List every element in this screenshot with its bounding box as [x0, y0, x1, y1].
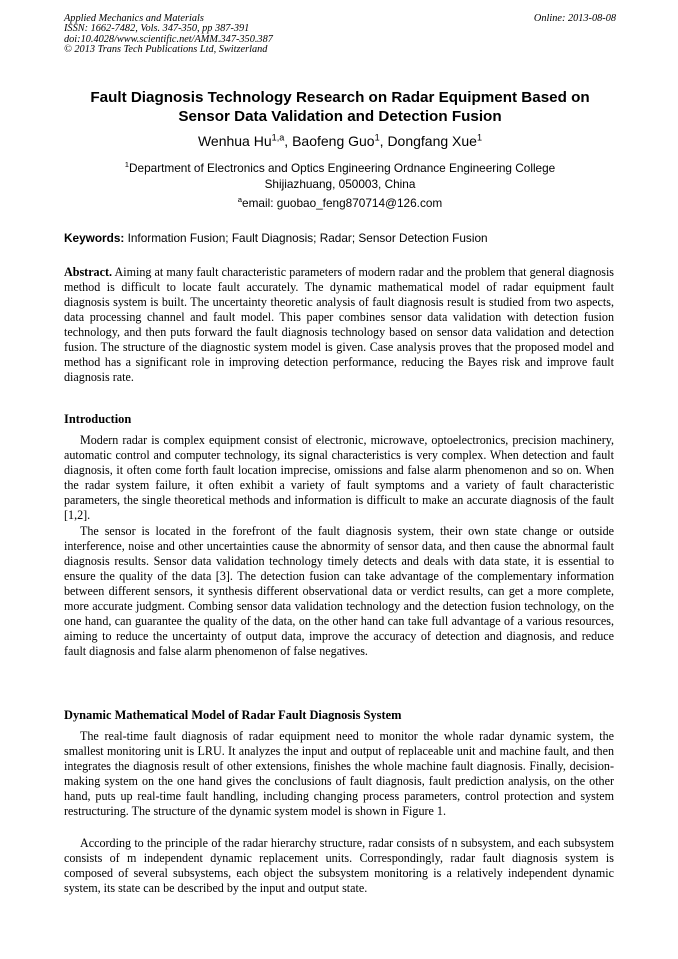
author-list [64, 132, 616, 150]
paragraph: The sensor is located in the forefront of the fault diagnosis system, their own state change or outside interference, noise and other uncertainties cause the abnormity of sensor data, and then cause the abnormal fault diagnosis results. Sensor data validation technology timely detects and deals with data state, it is essential to ensure the quality of the data [3]. The detection fusion can take advantage of the complementary information between different sensors, it synthesis different observational data or verdict results, can get a more complete, more accurate judgment. Combing sensor data validation technology and the detection fusion technology, on the one hand, can guarantee the quality of the data, on the other hand can take full advantage of a various resources, aiming to reduce the uncertainty of output data, improve the accuracy of detection and diagnosis, and reduce fault diagnosis and false alarm phenomenon of false negatives. [64, 524, 614, 659]
author-name: Wenhua Hu [197, 133, 272, 149]
paragraph: Modern radar is complex equipment consist of electronic, microwave, optoelectronics, precision machinery, automatic control and computer technology, its signal characteristics is very complex. When detection and fault diagnosis, it often come forth fault location imprecise, omissions and false alarm phenomenon and so on. When the radar system failure, it often exhibit a variety of fault symptoms and a variety of fault characteristic parameters, the single theoretical methods and information is difficult to make an accurate diagnosis of the fault [1,2]. [64, 433, 614, 523]
copyright-line: © 2013 Trans Tech Publications Ltd, Switzerland [64, 44, 268, 56]
email-address: email: guobao_feng870714@126.com [242, 196, 443, 210]
author-affiliation-mark: 1,a [271, 132, 285, 143]
email-mark: a [237, 195, 243, 205]
author-name: Dongfang Xue [387, 133, 477, 149]
author-name: Baofeng Guo [292, 133, 375, 149]
keywords-label: Keywords: [64, 231, 125, 245]
email-line [64, 195, 616, 211]
abstract [64, 265, 614, 385]
paragraph: According to the principle of the radar hierarchy structure, radar consists of n subsystem, and each subsystem consists of m independent dynamic replacement units. Correspondingly, radar fault diagnosis system is composed of several subsystems, each object the subsystem monitoring is a relatively independent dynamic system, its state can be described by the input and output state. [64, 836, 614, 896]
journal-header [64, 14, 616, 56]
abstract-label: Abstract. [64, 265, 113, 279]
issn-line: ISSN: 1662-7482, Vols. 347-350, pp 387-391 [64, 23, 250, 35]
section-heading-introduction: Introduction [64, 412, 132, 426]
keywords [64, 230, 616, 246]
journal-name: Applied Mechanics and Materials [64, 13, 204, 24]
keywords-text: Information Fusion; Fault Diagnosis; Radar; Sensor Detection Fusion [127, 231, 488, 245]
section-heading-dynamic-model: Dynamic Mathematical Model of Radar Fault Diagnosis System [64, 708, 402, 722]
author-affiliation-mark: 1 [374, 132, 380, 143]
abstract-text: Aiming at many fault characteristic parameters of modern radar and the problem that general diagnosis method is difficult to locate fault accurately. The dynamic mathematical model of radar equipment fault diagnosis system is built. The uncertainty theoretic analysis of fault diagnosis result is studied from two aspects, data processing channel and fault model. This paper combines sensor data validation with detection fusion technology, and then puts forward the fault diagnosis technology based on sensor data validation and detection fusion. The structure of the diagnostic system model is given. Case analysis proves that the proposed model and method has a significant role in improving detection performance, reducing the Bayes risk and improve fault diagnosis rate. [64, 265, 615, 385]
affiliation-mark: 1 [124, 160, 129, 170]
doi-line: doi:10.4028/www.scientific.net/AMM.347-350.387 [64, 33, 273, 45]
paper-title: Fault Diagnosis Technology Research on Radar Equipment Based on Sensor Data Validation and Detection Fusion [90, 89, 590, 125]
affiliation-line-2: Shijiazhuang, 050003, China [264, 177, 416, 191]
affiliation [64, 160, 616, 192]
author-affiliation-mark: 1 [476, 132, 483, 143]
affiliation-text: Department of Electronics and Optics Engineering Ordnance Engineering College [129, 161, 556, 175]
online-date: Online: 2013-08-08 [533, 13, 616, 24]
affiliation-line-1 [64, 160, 616, 176]
paragraph: The real-time fault diagnosis of radar equipment need to monitor the whole radar dynamic system, the smallest monitoring unit is LRU. It analyzes the input and output of replaceable unit and machine fault, and then integrates the diagnosis result of other extensions, finishes the whole machine fault diagnosis. Finally, decision-making system on the one hand gives the conclusions of fault diagnosis, fault prediction analysis, on the other hand, puts up real-time fault handling, including changing process parameters, control protection and system restructuring. The structure of the dynamic system model is shown in Figure 1. [64, 729, 614, 819]
author-separator: , [284, 133, 293, 149]
author-separator: , [379, 133, 388, 149]
